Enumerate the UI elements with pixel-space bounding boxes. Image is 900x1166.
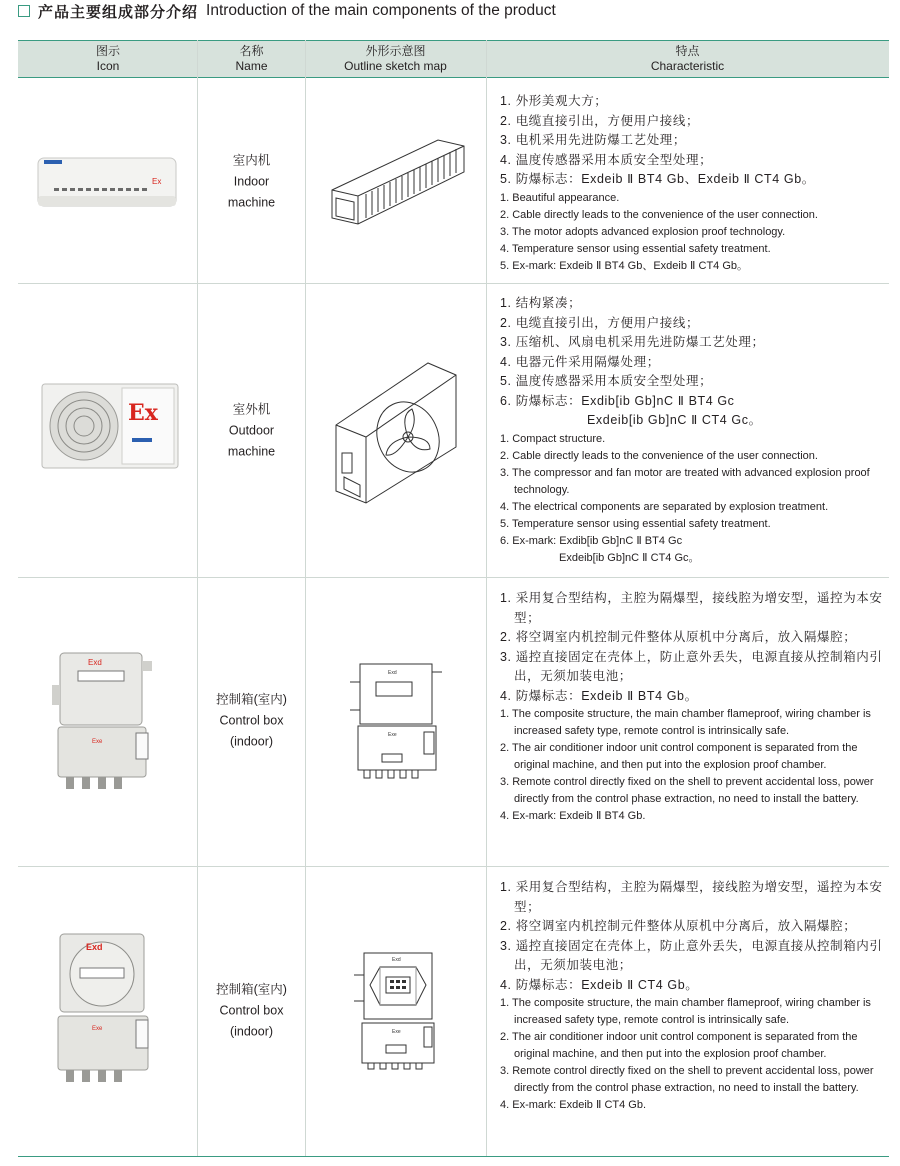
- cn-item: 2. 将空调室内机控制元件整体从原机中分离后，放入隔爆腔；: [500, 919, 857, 933]
- indoor-unit-photo: [36, 150, 181, 212]
- cn-item: 4. 温度传感器采用本质安全型处理；: [500, 152, 713, 167]
- cn-item: 3. 压缩机、风扇电机采用先进防爆工艺处理；: [500, 335, 765, 349]
- header-icon: [18, 41, 198, 77]
- header-name-cn: 名称: [239, 44, 264, 58]
- divider: [305, 40, 306, 1157]
- header-characteristic-en: Characteristic: [650, 59, 725, 73]
- cn-item: 1. 结构紧凑；: [500, 296, 582, 310]
- name-cn: 控制箱(室内): [216, 982, 287, 997]
- control-box-sketch: [350, 945, 446, 1071]
- cn-item: 2. 电缆直接引出，方便用户接线；: [500, 113, 700, 128]
- en-item: 2. The air conditioner indoor unit control component is separated from the original machine, and then put into the explosion proof chamber.: [500, 1031, 858, 1060]
- cn-item: 6. 防爆标志：Exdib[ib Gb]nC Ⅱ BT4 Gc: [500, 393, 735, 408]
- en-item: 3. Remote control directly fixed on the shell to prevent accidental loss, power directly from the control phase extraction, no need to install the battery.: [500, 776, 874, 805]
- name-en-1: Indoor: [233, 174, 270, 189]
- section-title: [18, 0, 556, 22]
- header-sketch-cn: 外形示意图: [365, 44, 426, 58]
- ex-mark: Ex: [128, 400, 158, 426]
- exd-label: Exd: [388, 670, 397, 676]
- en-item: 2. The air conditioner indoor unit control component is separated from the original machine, and then put into the explosion proof chamber.: [500, 742, 858, 771]
- en-item: 1. Compact structure.: [500, 432, 606, 445]
- cn-item: 4. 电器元件采用隔爆处理；: [500, 354, 660, 369]
- control-box-sketch: [346, 660, 446, 784]
- en-item: 4. Ex-mark: Exdeib Ⅱ CT4 Gb.: [500, 1099, 647, 1111]
- header-name: [198, 41, 305, 77]
- cn-item: 1. 采用复合型结构，主腔为隔爆型，接线腔为增安型，遥控为本安型；: [500, 591, 883, 625]
- header-name-en: Name: [235, 59, 268, 73]
- exe-mark: Exe: [92, 739, 103, 745]
- table-bottom-border: [18, 1156, 889, 1157]
- cn-item: 5. 温度传感器采用本质安全型处理；: [500, 374, 713, 388]
- characteristics: [500, 92, 885, 275]
- en-item: 3. The motor adopts advanced explosion proof technology.: [500, 225, 786, 238]
- header-icon-en: Icon: [96, 59, 120, 73]
- divider: [18, 283, 889, 284]
- name-cn: 控制箱(室内): [216, 692, 287, 707]
- exd-label: Exd: [392, 957, 401, 963]
- en-item: 4. The electrical components are separated by explosion treatment.: [500, 500, 829, 513]
- header-sketch: [305, 41, 486, 77]
- characteristics: [500, 589, 885, 825]
- outdoor-unit-photo: [38, 378, 182, 474]
- cn-item: 3. 遥控直接固定在壳体上，防止意外丢失，电源直接从控制箱内引出，无须加装电池；: [500, 649, 883, 683]
- divider: [18, 577, 889, 578]
- control-box-photo: [50, 930, 160, 1090]
- en-item: 1. Beautiful appearance.: [500, 191, 620, 204]
- name-cn: 室内机: [232, 153, 271, 168]
- header-characteristic: [486, 41, 889, 77]
- checkbox-icon: [18, 5, 30, 17]
- name-en-2: (indoor): [229, 1024, 274, 1039]
- en-item: 2. Cable directly leads to the convenience of the user connection.: [500, 208, 818, 221]
- ex-mark: Ex: [152, 177, 162, 186]
- exd-mark: Exd: [86, 942, 103, 952]
- section-title-cn: 产品主要组成部分介绍: [38, 2, 199, 21]
- name-en-2: (indoor): [229, 734, 274, 749]
- cn-item: 5. 防爆标志：Exdeib Ⅱ BT4 Gb、Exdeib Ⅱ CT4 Gb。: [500, 172, 815, 186]
- component-name: [198, 400, 305, 463]
- header-icon-cn: 图示: [95, 44, 120, 58]
- table-header: [18, 40, 889, 78]
- exe-mark: Exe: [92, 1026, 103, 1032]
- exe-label: Exe: [388, 732, 397, 738]
- characteristics: [500, 294, 885, 567]
- section-title-en: Introduction of the main components of the product: [206, 2, 556, 19]
- en-item: 2. Cable directly leads to the convenience of the user connection.: [500, 449, 818, 462]
- cn-item: 1. 采用复合型结构，主腔为隔爆型，接线腔为增安型，遥控为本安型；: [500, 880, 883, 914]
- en-item: 1. The composite structure, the main chamber flameproof, wiring chamber is increased safety type, remote control is intrinsically safe.: [500, 708, 871, 737]
- component-name: [198, 690, 305, 753]
- en-item: 5. Ex-mark: Exdeib Ⅱ BT4 Gb、Exdeib Ⅱ CT4 Gb。: [500, 259, 749, 272]
- characteristics: [500, 878, 885, 1114]
- exe-label: Exe: [392, 1029, 401, 1035]
- cn-item: 2. 将空调室内机控制元件整体从原机中分离后，放入隔爆腔；: [500, 630, 857, 644]
- cn-item: 3. 遥控直接固定在壳体上，防止意外丢失，电源直接从控制箱内引出，无须加装电池；: [500, 938, 883, 972]
- cn-item: Exdeib[ib Gb]nC Ⅱ CT4 Gc。: [587, 413, 762, 427]
- exd-mark: Exd: [88, 658, 102, 667]
- en-item: 4. Ex-mark: Exdeib Ⅱ BT4 Gb.: [500, 810, 646, 822]
- cn-item: 1. 外形美观大方；: [500, 94, 608, 108]
- name-cn: 室外机: [232, 402, 271, 417]
- en-item: 4. Temperature sensor using essential safety treatment.: [500, 242, 771, 255]
- name-en-1: Control box: [219, 713, 284, 728]
- divider: [486, 40, 487, 1157]
- en-item: 1. The composite structure, the main chamber flameproof, wiring chamber is increased safety type, remote control is intrinsically safe.: [500, 997, 871, 1026]
- indoor-unit-sketch: [328, 132, 470, 232]
- en-item: 5. Temperature sensor using essential safety treatment.: [500, 517, 771, 530]
- header-characteristic-cn: 特点: [675, 44, 700, 58]
- control-box-photo: [50, 645, 160, 797]
- name-en-1: Control box: [219, 1003, 284, 1018]
- component-name: [198, 980, 305, 1043]
- en-item: 3. The compressor and fan motor are treated with advanced explosion proof technology.: [500, 466, 870, 496]
- en-item: 6. Ex-mark: Exdib[ib Gb]nC Ⅱ BT4 Gc: [500, 534, 683, 547]
- cn-item: 4. 防爆标志：Exdeib Ⅱ CT4 Gb。: [500, 977, 699, 992]
- outdoor-unit-sketch: [330, 357, 460, 505]
- name-en-1: Outdoor: [228, 423, 275, 438]
- cn-item: 4. 防爆标志：Exdeib Ⅱ BT4 Gb。: [500, 688, 698, 703]
- en-item: 3. Remote control directly fixed on the shell to prevent accidental loss, power directly from the control phase extraction, no need to install the battery.: [500, 1065, 874, 1094]
- divider: [18, 866, 889, 867]
- en-item: Exdeib[ib Gb]nC Ⅱ CT4 Gc。: [559, 551, 700, 564]
- component-name: [198, 151, 305, 214]
- name-en-2: machine: [227, 195, 276, 210]
- cn-item: 2. 电缆直接引出，方便用户接线；: [500, 315, 700, 330]
- name-en-2: machine: [227, 444, 276, 459]
- header-sketch-en: Outline sketch map: [344, 59, 447, 73]
- cn-item: 3. 电机采用先进防爆工艺处理；: [500, 133, 686, 147]
